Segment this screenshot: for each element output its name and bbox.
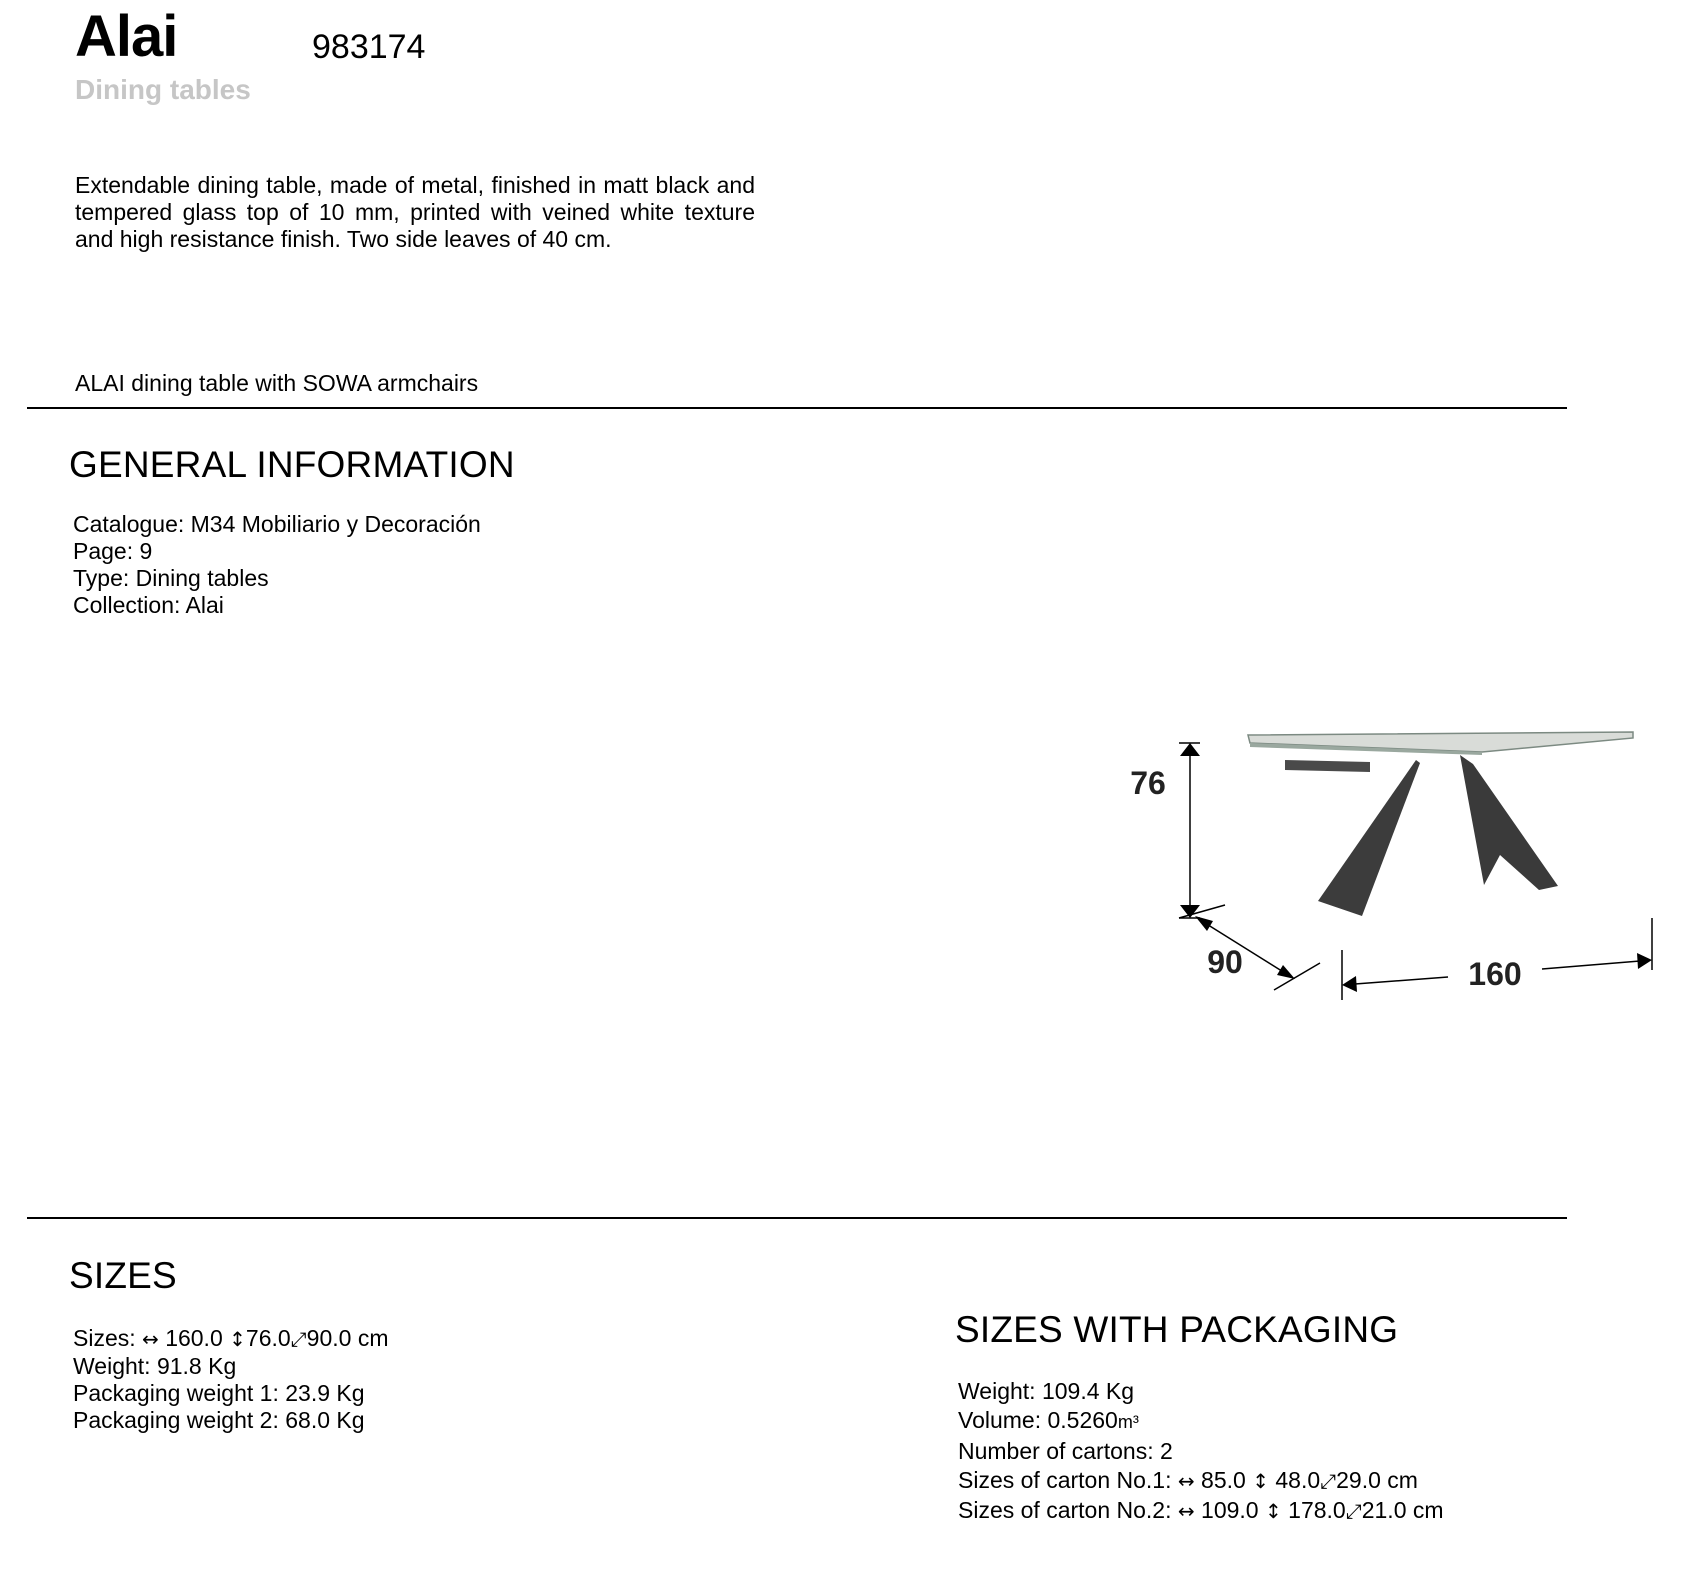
collection-line: Collection: Alai [73,592,224,618]
sizes-label: Sizes: [73,1325,136,1351]
packaging-weight-1: Packaging weight 1: 23.9 Kg [73,1380,365,1406]
table-leg-right [1460,755,1558,890]
sizes-line [73,1325,389,1353]
horizontal-arrow-icon: ↔ [1177,1469,1195,1493]
width-arrow-left [1342,976,1357,992]
diagonal-arrow-icon: ⤢ [1345,1499,1362,1523]
width-arrow-right [1637,953,1652,969]
product-code: 983174 [312,28,426,66]
page-line: Page: 9 [73,538,153,564]
width-dimension-line-right [1542,961,1640,969]
packaging-weight-line: Weight: 109.4 Kg [958,1378,1135,1404]
diagonal-arrow-icon: ⤢ [1320,1469,1337,1493]
sizes-height: 76.0 [245,1325,291,1351]
carton-2-height: 178.0 [1288,1497,1346,1523]
vertical-arrow-icon: ↕ [229,1327,246,1351]
horizontal-arrow-icon: ↔ [142,1327,159,1351]
height-label: 76 [1130,765,1166,801]
type-line: Type: Dining tables [73,565,269,591]
carton-2-width: 109.0 [1201,1497,1259,1523]
height-arrow-bottom [1180,905,1200,918]
height-arrow-top [1180,743,1200,756]
width-dimension-line-left [1355,977,1448,984]
carton-1-height: 48.0 [1275,1467,1321,1493]
weight-line: Weight: 91.8 Kg [73,1353,237,1379]
depth-arrow-start [1195,916,1213,931]
dimension-drawing [1080,700,1675,1010]
volume-line [958,1406,1444,1437]
carton-1-width: 85.0 [1201,1467,1246,1493]
catalogue-line: Catalogue: M34 Mobiliario y Decoración [73,511,481,537]
sizes-info [73,1325,389,1434]
depth-label: 90 [1207,944,1243,980]
cartons-line: Number of cartons: 2 [958,1438,1173,1464]
width-label: 160 [1468,956,1522,992]
carton-2-depth: 21.0 cm [1361,1497,1444,1523]
divider [27,1217,1567,1219]
vertical-arrow-icon: ↕ [1265,1499,1282,1523]
vertical-arrow-icon: ↕ [1252,1469,1269,1493]
carton-1-label: Sizes of carton No.1: [958,1467,1172,1493]
table-frame [1285,760,1370,772]
product-name: Alai [75,4,178,69]
divider [27,407,1567,409]
general-info [73,511,481,619]
diagonal-arrow-icon: ⤢ [290,1327,307,1351]
product-description: Extendable dining table, made of metal, finished in matt black and tempered glass top of 10 mm, printed with veined white texture and high resistance finish. Two side leaves of 40 cm. [75,172,755,252]
image-caption: ALAI dining table with SOWA armchairs [75,370,479,396]
carton-1-line [958,1466,1444,1496]
sizes-heading: SIZES [69,1255,177,1296]
product-category: Dining tables [75,74,251,105]
sizes-width: 160.0 [165,1325,223,1351]
carton-2-line [958,1496,1444,1526]
sizes-depth: 90.0 cm [306,1325,389,1351]
packaging-info [958,1377,1444,1526]
depth-arrow-end [1277,965,1295,979]
packaging-heading: SIZES WITH PACKAGING [955,1309,1399,1350]
table-top [1248,732,1633,752]
carton-1-depth: 29.0 cm [1336,1467,1418,1493]
volume-value: Volume: 0.5260 [958,1407,1118,1433]
table-leg-left [1318,760,1420,916]
carton-2-label: Sizes of carton No.2: [958,1497,1172,1523]
general-heading: GENERAL INFORMATION [69,444,515,485]
horizontal-arrow-icon: ↔ [1177,1499,1195,1523]
packaging-weight-2: Packaging weight 2: 68.0 Kg [73,1407,365,1433]
volume-unit: m³ [1117,1412,1139,1432]
